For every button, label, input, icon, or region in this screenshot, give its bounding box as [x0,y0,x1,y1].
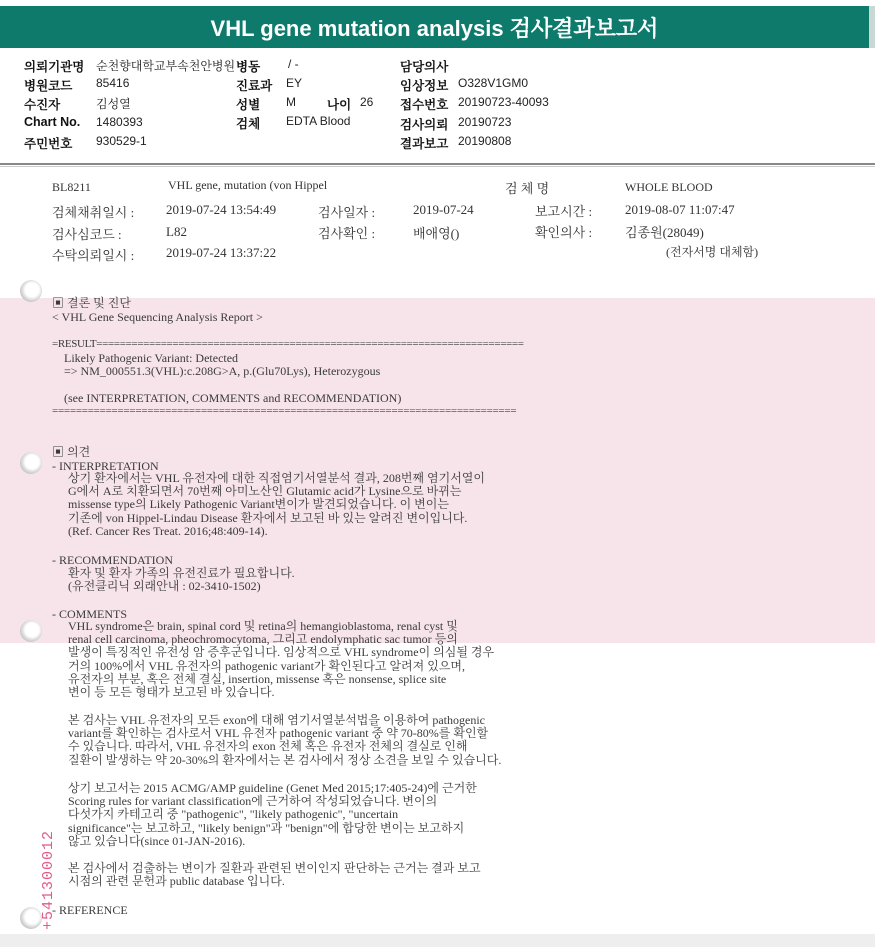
report-title: VHL gene mutation analysis 검사결과보고서 [0,6,875,48]
test-code: BL8211 [52,180,91,194]
barcode-stamp: +541300012 [40,829,57,930]
hospital-code-value: 85416 [96,76,130,90]
test-name: VHL gene, mutation (von Hippel [168,178,328,192]
specimen-value: EDTA Blood [286,114,351,128]
rrn-value: 930529-1 [96,134,147,148]
comments-paragraph-2: 본 검사는 VHL 유전자의 모든 exon에 대해 염기서열분석법을 이용하여 pathogenic variant를 확인하는 검사로서 VHL 유전자 pathogenic variant 중 약 70-80%를 확인할 수 있습니다. 따라서, VHL 유전자의 exon 전체 혹은 유전자 전체의 결실로 인해 질환이 발생하는 약 20-30%의 환자에서는 본 검사에서 정상 소견을 보일 수 있습니다. [68,713,502,767]
request-value: 20190723 [458,115,512,129]
doctor-label: 담당의사 [400,60,449,74]
chart-value: 1480393 [96,115,143,129]
specimen-type-label: 검 체 명 [505,181,550,196]
accession-value: 20190723-40093 [458,95,549,109]
clinical-value: O328V1GM0 [458,76,529,90]
confirm-value: 김종원(28049) [625,225,704,240]
variant-status: Likely Pathogenic Variant: Detected [64,351,239,365]
test-date-label: 검사일자 : [318,205,376,220]
test-code-value: L82 [166,224,187,239]
sex-label: 성별 [236,98,261,112]
recommendation-text: 환자 및 환자 가족의 유전진료가 필요합니다. (유전클리닉 외래안내 : 02-3410-1502) [68,566,295,594]
patient-header [0,52,875,164]
patient-label: 수진자 [24,98,61,112]
binder-hole-4 [20,907,42,929]
header-divider-thin [0,166,875,167]
see-note: (see INTERPRETATION, COMMENTS and RECOMMENDATION) [64,391,402,405]
dept-value: EY [286,76,303,90]
binder-hole-3 [20,620,42,642]
age-value: 26 [360,95,374,109]
end-divider: ============================================================================== [52,405,517,417]
receive-label: 수탁의뢰일시 : [52,248,135,263]
report-time-label: 보고시간 : [535,204,593,219]
report-time-value: 2019-08-07 11:07:47 [625,202,735,217]
binder-hole-1 [20,280,42,302]
comments-paragraph-3: 상기 보고서는 2015 ACMG/AMP guideline (Genet Med 2015;17:405-24)에 근거한 Scoring rules for variant classification에 근거하여 작성되었습니다. 변이의 다섯가지 카테고리 중 "pathogenic", "likely pathogenic", "uncertain significance"는 보고하고, "likely benign"과 "benign"에 합당한 변이는 보고하지 않고 있습니다(since 01-JAN-2016). [68,781,477,848]
specimen-label: 검체 [236,117,261,131]
clinical-label: 임상정보 [400,79,449,93]
age-label: 나이 [327,98,352,112]
reference-title: - REFERENCE [52,903,128,917]
dept-label: 진료과 [236,79,273,93]
test-code-label: 검사심코드 : [52,227,122,242]
comments-title: - COMMENTS [52,607,128,621]
opinion-heading: ▣ 의견 [52,445,91,459]
specimen-type-value: WHOLE BLOOD [625,180,713,194]
header-divider [0,163,875,165]
variant-hgvs: => NM_000551.3(VHL):c.208G>A, p.(Glu70Lys), Heterozygous [64,364,381,378]
institution-label: 의뢰기관명 [24,60,85,74]
hospital-code-label: 병원코드 [24,79,73,93]
esign-note: (전자서명 대체함) [666,245,759,259]
verify-value: 배애영() [413,226,460,241]
receive-value: 2019-07-24 13:37:22 [166,245,277,260]
interpretation-text: 상기 환자에서는 VHL 유전자에 대한 직접염기서열분석 결과, 208번째 염기서열이 G에서 A로 치환되면서 70번째 아미노산인 Glutamic acid가 Lysine으로 바뀌는 missense type의 Likely Pathogenic Variant변이가 발견되었습니다. 이 변이는 기존에 von Hippel-Lindau Disease 환자에서 보고된 바 있는 알려진 변이입니다. (Ref. Cancer Res Treat. 2016;48:409-14). [68,471,485,538]
conclusion-heading: ▣ 결론 및 진단 [52,296,131,310]
ward-value: / - [288,57,299,71]
conclusion-subtitle: < VHL Gene Sequencing Analysis Report > [52,310,263,324]
accession-label: 접수번호 [400,98,449,112]
binder-hole-2 [20,452,42,474]
collect-value: 2019-07-24 13:54:49 [166,202,277,217]
confirm-label: 확인의사 : [535,225,593,240]
comments-paragraph-1: VHL syndrome은 brain, spinal cord 및 retina의 hemangioblastoma, renal cyst 및 renal cell carcinoma, pheochromocytoma, 그리고 endolymphatic sac tumor 등의 발생이 특징적인 유전성 암 증후군입니다. 임상적으로 VHL syndrome이 의심될 경우 거의 100%에서 VHL 유전자의 pathogenic variant가 확인된다고 알려져 있으며, 유전자의 부분, 혹은 전체 결실, insertion, missense 혹은 nonsense, splice site 변이 등 모든 형태가 보고된 바 있습니다. [68,619,495,700]
report-date-value: 20190808 [458,134,512,148]
patient-value: 김성열 [96,97,131,111]
institution-value: 순천향대학교부속천안병원 [96,59,236,73]
chart-label: Chart No. [24,115,81,129]
rrn-label: 주민번호 [24,137,73,151]
interpretation-title: - INTERPRETATION [52,459,159,473]
comments-paragraph-4: 본 검사에서 검출하는 변이가 질환과 관련된 변이인지 판단하는 근거는 결과 보고 시점의 관련 문헌과 public database 입니다. [68,861,481,889]
verify-label: 검사확인 : [318,226,376,241]
request-label: 검사의뢰 [400,118,449,132]
recommendation-title: - RECOMMENDATION [52,553,173,567]
bottom-strip [0,934,875,947]
sex-value: M [286,95,296,109]
test-date-value: 2019-07-24 [413,202,474,217]
result-divider: =RESULT========================================================================= [52,338,524,350]
report-date-label: 결과보고 [400,137,449,151]
ward-label: 병동 [236,60,261,74]
collect-label: 검체채취일시 : [52,205,135,220]
